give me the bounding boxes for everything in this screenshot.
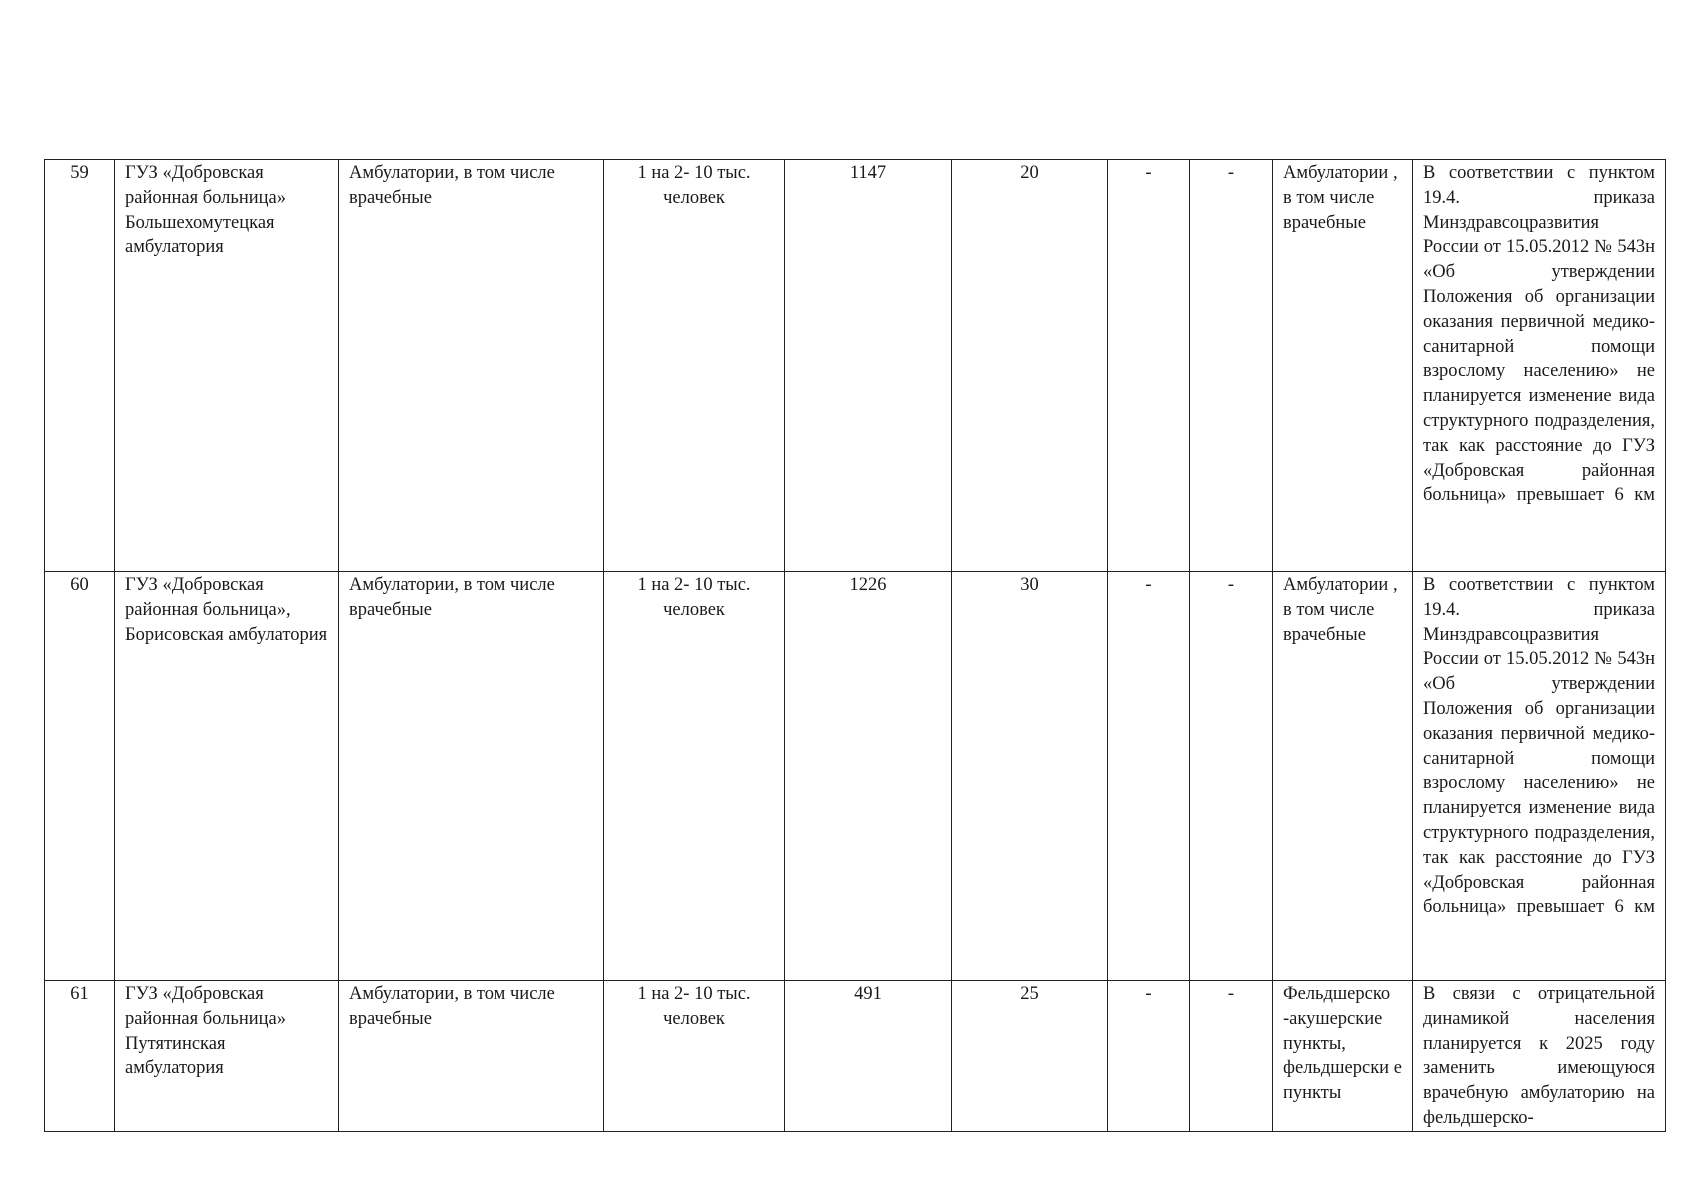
planned-facility-type: Амбулатории , в том числе врачебные xyxy=(1273,160,1413,572)
distance: 20 xyxy=(952,160,1108,572)
table-row xyxy=(45,981,1666,1132)
column-8-value: - xyxy=(1190,981,1273,1132)
row-number: 59 xyxy=(45,160,115,572)
planned-facility-type: Амбулатории , в том числе врачебные xyxy=(1273,572,1413,981)
population: 1147 xyxy=(785,160,952,572)
row-number: 60 xyxy=(45,572,115,981)
justification-note: В соответствии с пунктом 19.4. приказа Минздравсоцразвития России от 15.05.2012 № 543н «Об утверждении Положения об организации оказания первичной медико-санитарной помощи взрослому населению» не планируется изменение вида структурного подразделения, так как расстояние до ГУЗ «Добровская районная больница» превышает 6 км xyxy=(1413,160,1666,572)
population: 491 xyxy=(785,981,952,1132)
medical-facilities-table xyxy=(44,159,1666,1132)
facility-type: Амбулатории, в том числе врачебные xyxy=(339,160,604,572)
row-number: 61 xyxy=(45,981,115,1132)
organization-name: ГУЗ «Добровская районная больница», Борисовская амбулатория xyxy=(115,572,339,981)
justification-note: В соответствии с пунктом 19.4. приказа Минздравсоцразвития России от 15.05.2012 № 543н «Об утверждении Положения об организации оказания первичной медико-санитарной помощи взрослому населению» не планируется изменение вида структурного подразделения, так как расстояние до ГУЗ «Добровская районная больница» превышает 6 км xyxy=(1413,572,1666,981)
norm: 1 на 2- 10 тыс. человек xyxy=(604,981,785,1132)
column-7-value: - xyxy=(1108,160,1190,572)
facility-type: Амбулатории, в том числе врачебные xyxy=(339,572,604,981)
distance: 30 xyxy=(952,572,1108,981)
table-row xyxy=(45,572,1666,981)
norm: 1 на 2- 10 тыс. человек xyxy=(604,160,785,572)
justification-note: В связи с отрицательной динамикой населения планируется к 2025 году заменить имеющуюся врачебную амбулаторию на фельдшерско- xyxy=(1413,981,1666,1132)
table-row xyxy=(45,160,1666,572)
distance: 25 xyxy=(952,981,1108,1132)
planned-facility-type: Фельдшерско -акушерские пункты, фельдшерски е пункты xyxy=(1273,981,1413,1132)
population: 1226 xyxy=(785,572,952,981)
organization-name: ГУЗ «Добровская районная больница» Большехомутецкая амбулатория xyxy=(115,160,339,572)
column-8-value: - xyxy=(1190,160,1273,572)
facility-type: Амбулатории, в том числе врачебные xyxy=(339,981,604,1132)
column-8-value: - xyxy=(1190,572,1273,981)
norm: 1 на 2- 10 тыс. человек xyxy=(604,572,785,981)
column-7-value: - xyxy=(1108,572,1190,981)
column-7-value: - xyxy=(1108,981,1190,1132)
organization-name: ГУЗ «Добровская районная больница» Путятинская амбулатория xyxy=(115,981,339,1132)
